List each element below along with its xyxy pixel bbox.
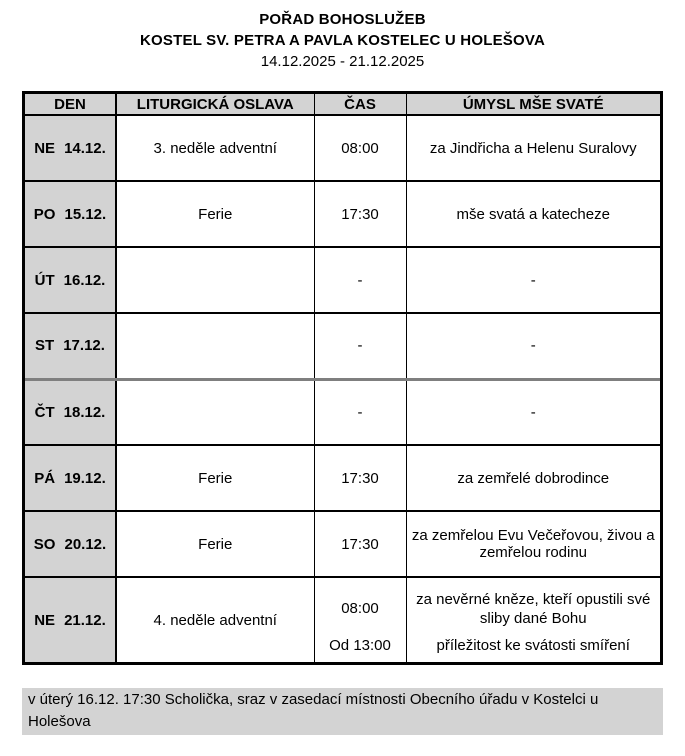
day-abbr: SO [33, 535, 56, 553]
table-header-row [25, 94, 660, 115]
time-cell: - [314, 379, 406, 445]
time-cell [314, 577, 406, 662]
table-row-po-15 [25, 181, 660, 247]
intention-entry-1: za nevěrné kněze, kteří opustili své sliby dané Bohu [416, 590, 651, 627]
day-cell [25, 445, 116, 511]
celebration-cell: Ferie [116, 445, 314, 511]
time-cell: 17:30 [314, 181, 406, 247]
time-cell: 17:30 [314, 511, 406, 577]
day-abbr: NE [34, 611, 56, 629]
schedule-table-container [22, 91, 663, 665]
day-date: 14.12. [64, 139, 106, 157]
column-header-time: ČAS [314, 94, 406, 115]
time-cell: 08:00 [314, 115, 406, 181]
time-entry-1: 08:00 [341, 600, 379, 617]
day-abbr: ST [35, 337, 55, 355]
day-abbr: PO [33, 205, 56, 223]
celebration-cell: Ferie [116, 511, 314, 577]
table-row-ne-14 [25, 115, 660, 181]
table-row-pa-19 [25, 445, 660, 511]
celebration-cell: Ferie [116, 181, 314, 247]
intention-cell: mše svatá a katecheze [406, 181, 660, 247]
table-row-st-17 [25, 313, 660, 379]
church-name: KOSTEL SV. PETRA A PAVLA KOSTELEC U HOLEŠOVA [140, 32, 545, 49]
intention-cell: za zemřelou Evu Večeřovou, živou a zemřelou rodinu [406, 511, 660, 577]
day-date: 17.12. [63, 337, 105, 355]
intention-cell [406, 577, 660, 662]
time-cell: - [314, 247, 406, 313]
day-abbr: ÚT [34, 271, 55, 289]
day-abbr: NE [34, 139, 56, 157]
day-cell [25, 313, 116, 379]
celebration-cell [116, 379, 314, 445]
time-stack [319, 580, 402, 660]
table-row-so-20 [25, 511, 660, 577]
day-date: 18.12. [63, 403, 106, 421]
footer-note: v úterý 16.12. 17:30 Scholička, sraz v zasedací místnosti Obecního úřadu v Kostelci u Holešova [22, 688, 663, 735]
celebration-cell [116, 247, 314, 313]
page-title: POŘAD BOHOSLUŽEB [259, 11, 426, 28]
day-date: 21.12. [64, 611, 106, 629]
time-cell: 17:30 [314, 445, 406, 511]
day-cell [25, 115, 116, 181]
day-abbr: PÁ [34, 469, 56, 487]
day-cell [25, 511, 116, 577]
day-date: 20.12. [64, 535, 107, 553]
time-cell: - [314, 313, 406, 379]
day-date: 15.12. [64, 205, 107, 223]
day-cell [25, 247, 116, 313]
day-date: 19.12. [64, 469, 106, 487]
celebration-cell: 4. neděle adventní [116, 577, 314, 662]
intention-cell: - [406, 379, 660, 445]
celebration-cell: 3. neděle adventní [116, 115, 314, 181]
day-cell [25, 181, 116, 247]
day-cell [25, 379, 116, 445]
intention-stack [411, 580, 657, 660]
intention-cell: za Jindřicha a Helenu Suralovy [406, 115, 660, 181]
date-range: 14.12.2025 - 21.12.2025 [260, 53, 425, 70]
day-cell [25, 577, 116, 662]
table-row-ct-18 [25, 379, 660, 445]
intention-cell: - [406, 313, 660, 379]
table-row-ut-16 [25, 247, 660, 313]
column-header-celebration: LITURGICKÁ OSLAVA [116, 94, 314, 115]
intention-entry-2: příležitost ke svátosti smíření [436, 637, 630, 654]
intention-cell: za zemřelé dobrodince [406, 445, 660, 511]
column-header-day: DEN [25, 94, 116, 115]
intention-cell: - [406, 247, 660, 313]
column-header-intention: ÚMYSL MŠE SVATÉ [406, 94, 660, 115]
day-date: 16.12. [63, 271, 106, 289]
document-header [0, 0, 685, 72]
table-row-ne-21 [25, 577, 660, 662]
schedule-table [25, 94, 660, 662]
time-entry-2: Od 13:00 [329, 637, 391, 654]
day-abbr: ČT [34, 403, 55, 421]
celebration-cell [116, 313, 314, 379]
